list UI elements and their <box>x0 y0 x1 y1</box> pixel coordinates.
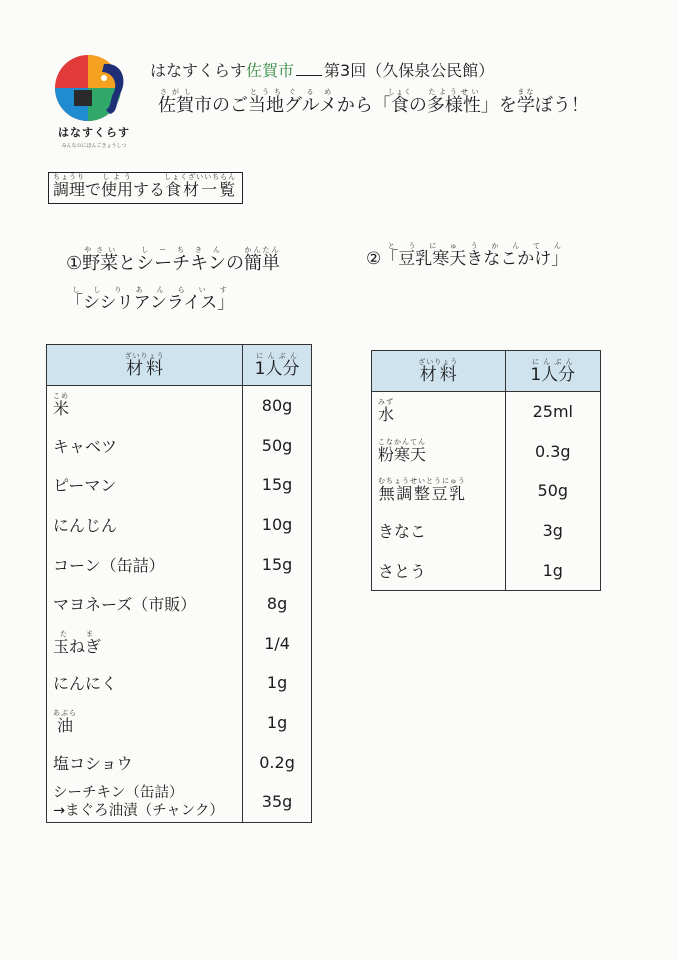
recipe1-ingredient-table <box>46 344 312 823</box>
subtitle-word: から「 <box>336 95 391 116</box>
table-row <box>372 471 601 511</box>
subtitle-word: のご <box>212 95 248 116</box>
title-underline-blank <box>296 75 322 76</box>
ingredient-name-cell <box>372 432 506 472</box>
ingredient-name-cell <box>47 663 243 703</box>
ingredient-amount: 0.2g <box>243 742 312 782</box>
furigana: かんたん <box>243 246 280 254</box>
ingredient-name: 油 <box>53 716 77 736</box>
ingredient-name-cell <box>47 742 243 782</box>
ingredient-list-label <box>48 172 243 204</box>
page-subtitle <box>158 88 589 117</box>
label-word: 食材一覧 <box>164 180 237 199</box>
furigana: しょくざいいちらん <box>164 173 237 181</box>
furigana: さがし <box>158 88 194 96</box>
ingredient-name-cell <box>47 624 243 664</box>
subtitle-word: グルメ <box>284 95 337 116</box>
subtitle-word: 市 <box>194 95 212 116</box>
furigana: しーちきん <box>136 246 226 254</box>
furigana: ぐるめ <box>284 88 337 96</box>
ingredient-name: 玉ねぎ <box>53 636 102 656</box>
header-amount <box>505 351 600 392</box>
ingredient-amount: 10g <box>243 505 312 545</box>
logo-subtitle: みんなのにほんごきょうしつ <box>61 143 127 149</box>
table-row <box>47 742 312 782</box>
ingredient-amount: 1g <box>505 550 600 590</box>
ingredient-name-detail: →まぐろ油漬（チャンク） <box>53 802 224 819</box>
furigana: こなかんてん <box>378 437 427 446</box>
ingredient-amount: 35g <box>243 782 312 822</box>
ingredient-name-cell <box>47 544 243 584</box>
label-word: 使用 <box>101 180 134 199</box>
ingredient-amount: 80g <box>243 386 312 426</box>
table-row <box>372 511 601 551</box>
recipe-number: ① <box>66 253 83 274</box>
header-text: 1人分 <box>254 358 300 379</box>
table-row <box>47 624 312 664</box>
table-row <box>47 584 312 624</box>
ingredient-name: 無調整豆乳 <box>378 484 466 504</box>
ingredient-amount: 0.3g <box>505 432 600 472</box>
ingredient-amount: 50g <box>505 471 600 511</box>
header-amount <box>243 345 312 386</box>
ingredient-amount: 1/4 <box>243 624 312 664</box>
ingredient-name-cell <box>47 386 243 426</box>
ingredient-name: ピーマン <box>53 476 117 496</box>
furigana: たま <box>53 629 102 638</box>
furigana: やさい <box>82 246 119 254</box>
table-row <box>47 505 312 545</box>
subtitle-word: 多様性 <box>426 95 481 116</box>
table-row <box>372 432 601 472</box>
recipe2-title <box>366 242 568 269</box>
table-row <box>47 782 312 822</box>
recipe-number: ② <box>366 249 382 269</box>
title-word: 簡単 <box>243 253 280 274</box>
ingredient-name: にんにく <box>53 674 118 694</box>
header-text: 1人分 <box>530 364 576 385</box>
subtitle-word: 佐賀 <box>158 95 194 116</box>
header-text: 材料 <box>418 364 459 385</box>
ingredient-name: キャベツ <box>53 436 118 456</box>
furigana: ざいりょう <box>418 357 459 366</box>
title-word: シーチキン <box>136 253 226 274</box>
ingredient-amount: 15g <box>243 544 312 584</box>
table-row <box>47 386 312 426</box>
header-text: 材料 <box>124 358 165 379</box>
furigana: ししりあんらいす <box>66 286 235 294</box>
furigana: にんぶん <box>530 357 576 366</box>
ingredient-name-cell <box>47 505 243 545</box>
recipe2-ingredient-table <box>371 350 601 591</box>
ingredient-name: 米 <box>53 399 70 419</box>
ingredient-name-cell <box>47 584 243 624</box>
table-row <box>47 663 312 703</box>
logo-name: はなすくらす <box>58 126 130 139</box>
recipe1-dish-name <box>66 286 234 313</box>
ingredient-amount: 15g <box>243 465 312 505</box>
ingredient-name: マヨネーズ（市販） <box>53 595 197 615</box>
table-row <box>47 465 312 505</box>
furigana: とうち <box>248 88 284 96</box>
subtitle-word: 当地 <box>248 95 284 116</box>
ingredient-name-cell <box>372 392 506 432</box>
furigana: とうにゅうかんてん <box>381 242 569 250</box>
ingredient-amount: 1g <box>243 703 312 743</box>
logo <box>44 50 144 160</box>
table-row <box>47 544 312 584</box>
ingredient-amount: 3g <box>505 511 600 551</box>
furigana: にんぶん <box>254 351 300 360</box>
subtitle-word: 食 <box>387 95 412 116</box>
ingredient-name: きなこ <box>378 522 427 542</box>
header-ingredient <box>47 345 243 386</box>
ingredient-name: 塩コショウ <box>53 753 133 773</box>
furigana: ざいりょう <box>124 351 165 360</box>
label-word: 調理 <box>53 180 86 199</box>
furigana: まな <box>516 88 535 96</box>
furigana: みず <box>378 398 395 407</box>
ingredient-name: 粉寒天 <box>378 444 427 464</box>
ingredient-name: コーン（缶詰） <box>53 555 165 575</box>
furigana: あぶら <box>53 709 77 718</box>
furigana: たようせい <box>426 88 481 96</box>
furigana: こめ <box>53 392 70 401</box>
title-word: と <box>118 253 137 274</box>
header-ingredient <box>372 351 506 392</box>
label-word: する <box>133 180 166 199</box>
table-row <box>372 550 601 590</box>
title-session: 第3回（久保泉公民館） <box>324 61 495 80</box>
subtitle-word: ぼう！ <box>534 95 589 116</box>
table-row <box>47 703 312 743</box>
ingredient-name-cell <box>47 426 243 466</box>
table-row <box>372 392 601 432</box>
ingredient-name-multiline <box>53 784 242 820</box>
elephant-logo-icon <box>44 50 144 124</box>
dish-name: 「シシリアンライス」 <box>66 293 235 313</box>
ingredient-name: シーチキン（缶詰） <box>53 784 184 801</box>
ingredient-name: にんじん <box>53 516 118 536</box>
ingredient-amount: 25ml <box>505 392 600 432</box>
subtitle-word: の <box>408 95 427 116</box>
title-word: の <box>225 253 244 274</box>
furigana: ちょうり <box>53 173 86 181</box>
subtitle-word: 学 <box>516 95 535 116</box>
table-row <box>47 426 312 466</box>
title-org: はなすくらす <box>150 61 247 80</box>
ingredient-name-cell <box>372 550 506 590</box>
recipe1-title <box>66 246 280 275</box>
ingredient-name-cell <box>372 511 506 551</box>
ingredient-name: 水 <box>378 405 395 425</box>
furigana: むちょうせいとうにゅう <box>378 477 466 486</box>
ingredient-name-cell <box>372 471 506 511</box>
ingredient-amount: 1g <box>243 663 312 703</box>
ingredient-amount: 8g <box>243 584 312 624</box>
title-word: 野菜 <box>82 253 119 274</box>
label-box <box>48 172 243 204</box>
page-title <box>150 58 494 81</box>
ingredient-name-cell <box>47 703 243 743</box>
dish-name: 「豆乳寒天きなこかけ」 <box>381 249 569 269</box>
subtitle-word: 」を <box>480 95 517 116</box>
furigana: しよう <box>101 173 134 181</box>
ingredient-name: さとう <box>378 561 427 581</box>
ingredient-amount: 50g <box>243 426 312 466</box>
ingredient-name-cell <box>47 782 243 822</box>
title-city: 佐賀市 <box>246 61 295 80</box>
ingredient-name-cell <box>47 465 243 505</box>
label-word: で <box>85 180 102 199</box>
furigana: しょく <box>387 88 412 96</box>
